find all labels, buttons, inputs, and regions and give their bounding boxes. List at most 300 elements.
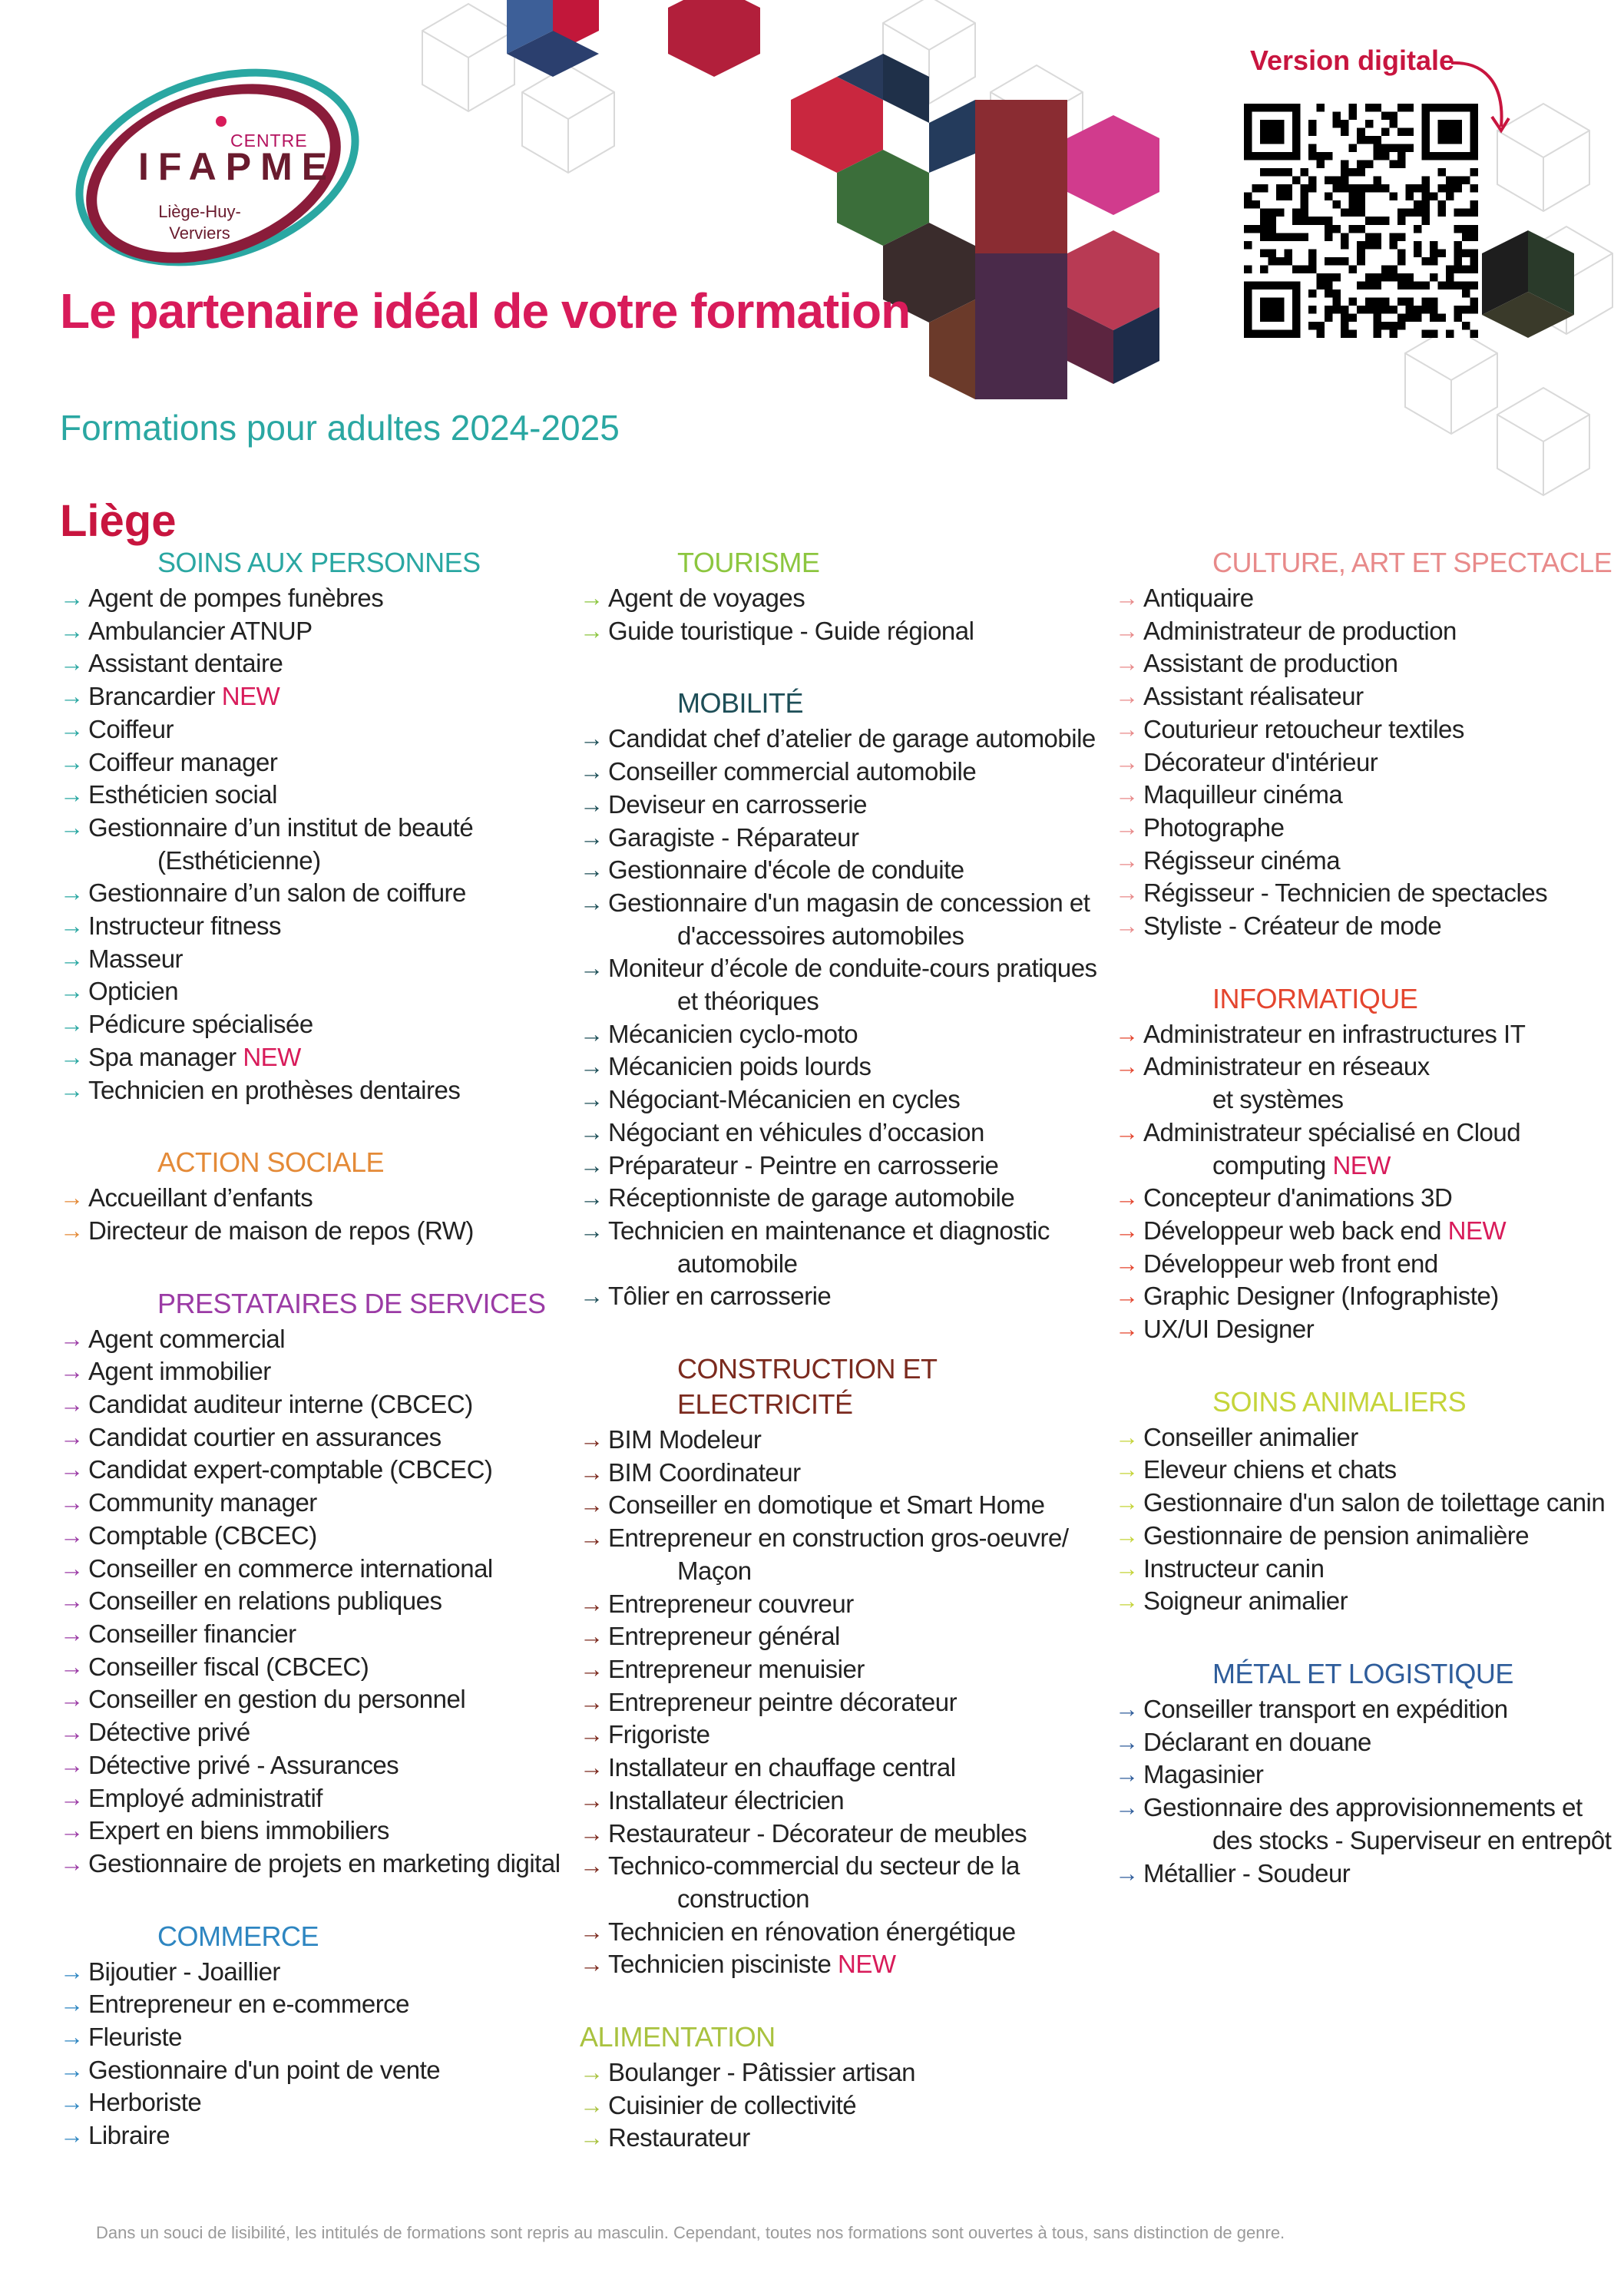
arrow-right-icon: → (1115, 1521, 1139, 1549)
page-title: Le partenaire idéal de votre formation (60, 283, 911, 339)
training-item (1115, 1858, 1624, 1891)
training-item (60, 1716, 590, 1749)
arrow-right-icon: → (60, 1849, 84, 1877)
training-list (1115, 1693, 1624, 1890)
category-title-text: MOBILITÉ (677, 687, 804, 720)
arrow-right-icon: → (60, 1216, 84, 1244)
category-title (1115, 1385, 1624, 1420)
training-item (580, 723, 1110, 756)
training-name: Assistant de production (1143, 649, 1398, 678)
training-name: Accueillant d’enfants (88, 1183, 313, 1213)
training-name: Régisseur cinéma (1143, 845, 1341, 875)
training-name: Agent de pompes funèbres (88, 584, 384, 612)
training-item (580, 1150, 1110, 1183)
arrow-right-icon: → (1115, 1216, 1139, 1244)
training-name: Réceptionniste de garage automobile (608, 1183, 1015, 1213)
training-name-continued-text: et théoriques (677, 987, 819, 1016)
arrow-right-icon: → (580, 1950, 604, 1978)
arrow-right-icon: → (580, 1184, 604, 1212)
training-list (60, 582, 590, 1107)
training-item (60, 1074, 590, 1107)
arrow-right-icon: → (60, 1391, 84, 1418)
arrow-right-icon: → (60, 748, 84, 776)
training-item (1115, 713, 1624, 746)
training-list (580, 582, 1110, 647)
arrow-right-icon: → (1115, 781, 1139, 809)
training-item (60, 647, 590, 680)
training-name: Expert en biens immobiliers (88, 1816, 389, 1845)
training-name: Couturieur retoucheur textiles (1143, 714, 1464, 743)
arrow-right-icon: → (580, 1053, 604, 1080)
training-item (580, 1818, 1110, 1851)
training-name: Conseiller animalier (1143, 1422, 1358, 1451)
arrow-right-icon: → (580, 1524, 604, 1552)
arrow-right-icon: → (1115, 715, 1139, 743)
arrow-right-icon: → (580, 1754, 604, 1782)
training-item (580, 582, 1110, 615)
arrow-right-icon: → (1115, 748, 1139, 776)
training-item (1115, 1018, 1624, 1051)
training-item (580, 854, 1110, 887)
training-item (580, 2122, 1110, 2155)
training-item (580, 1850, 1110, 1915)
arrow-right-icon: → (60, 1043, 84, 1070)
arrow-right-icon: → (60, 1751, 84, 1778)
training-item (60, 779, 590, 812)
training-name: Administrateur en infrastructures IT (1143, 1019, 1526, 1048)
column-left (60, 545, 590, 2191)
training-item (580, 1522, 1110, 1587)
arrow-right-icon: → (60, 781, 84, 809)
training-item (1115, 910, 1624, 943)
arrow-right-icon: → (1115, 683, 1139, 710)
arrow-right-icon: → (580, 1819, 604, 1847)
arrow-right-icon: → (60, 617, 84, 644)
training-item (60, 746, 590, 779)
training-name: Gestionnaire de pension animalière (1143, 1520, 1530, 1550)
training-name: Entrepreneur en e-commerce (88, 1990, 410, 2019)
training-name: BIM Coordinateur (608, 1457, 801, 1487)
arrow-right-icon: → (1115, 1423, 1139, 1451)
training-item (60, 1355, 590, 1388)
arrow-right-icon: → (60, 2023, 84, 2051)
training-name: Tôlier en carrosserie (608, 1282, 832, 1311)
training-item (1115, 779, 1624, 812)
arrow-right-icon: → (60, 1456, 84, 1484)
arrow-right-icon: → (580, 758, 604, 786)
training-item (580, 1215, 1110, 1280)
training-name: Cuisinier de collectivité (608, 2090, 857, 2119)
arrow-right-icon: → (60, 1619, 84, 1647)
training-item (580, 756, 1110, 789)
training-name: Libraire (88, 2121, 170, 2150)
training-list (1115, 1421, 1624, 1618)
training-name-continued-text: Maçon (677, 1556, 752, 1585)
training-item (580, 1653, 1110, 1686)
training-name: Entrepreneur menuisier (608, 1654, 865, 1683)
training-name: Administrateur de production (1143, 616, 1457, 645)
training-list (580, 1424, 1110, 1981)
training-list (60, 1323, 590, 1881)
arrow-right-icon: → (1115, 1761, 1139, 1788)
arrow-right-icon: → (580, 1118, 604, 1146)
training-name: Conseiller financier (88, 1619, 296, 1648)
training-item (60, 1215, 590, 1248)
category-title (580, 1351, 1110, 1422)
arrow-right-icon: → (1115, 1282, 1139, 1310)
logo-city-line1: Liège-Huy- (158, 202, 241, 221)
training-item (60, 1585, 590, 1618)
training-item (60, 1988, 590, 2021)
training-name: Technicien en maintenance et diagnostic (608, 1216, 1050, 1245)
training-item (60, 910, 590, 943)
training-list (1115, 582, 1624, 943)
training-item (60, 1553, 590, 1586)
training-name: Candidat courtier en assurances (88, 1422, 442, 1451)
training-name-continued (608, 1248, 1110, 1281)
arrow-right-icon: → (1115, 1053, 1139, 1080)
training-name: Gestionnaire d'un magasin de concession et (608, 888, 1090, 917)
training-name: Coiffeur (88, 714, 174, 743)
training-item (580, 1948, 1110, 1981)
training-item (1115, 1520, 1624, 1553)
arrow-right-icon: → (580, 1086, 604, 1113)
training-name: Entrepreneur général (608, 1622, 840, 1651)
training-name: Détective privé (88, 1718, 250, 1747)
training-list (580, 2056, 1110, 2155)
arrow-right-icon: → (60, 1817, 84, 1844)
city-heading: Liège (60, 496, 177, 546)
training-name: Gestionnaire des approvisionnements et (1143, 1793, 1583, 1822)
arrow-right-icon: → (580, 1623, 604, 1650)
training-name: Candidat auditeur interne (CBCEC) (88, 1390, 473, 1419)
training-name-continued (1143, 1150, 1624, 1183)
training-item (1115, 1553, 1624, 1586)
training-name: Opticien (88, 977, 179, 1006)
training-item (60, 1618, 590, 1651)
training-name: Négociant-Mécanicien en cycles (608, 1085, 961, 1114)
logo-centre-text: CENTRE (230, 131, 308, 151)
arrow-right-icon: → (1115, 1249, 1139, 1277)
arrow-right-icon: → (580, 1688, 604, 1715)
arrow-right-icon: → (1115, 912, 1139, 940)
training-name: Agent de voyages (608, 584, 805, 612)
arrow-right-icon: → (60, 1325, 84, 1352)
training-name: Bijoutier - Joaillier (88, 1957, 280, 1986)
category-title-text: INFORMATIQUE (1212, 982, 1418, 1014)
arrow-right-icon: → (60, 912, 84, 940)
training-name-continued (1143, 1083, 1624, 1117)
training-item (60, 1749, 590, 1782)
category-section (60, 545, 590, 1107)
arrow-right-icon: → (60, 945, 84, 972)
training-item (60, 582, 590, 615)
training-name: Styliste - Créateur de mode (1143, 911, 1442, 941)
training-item (1115, 1421, 1624, 1454)
arrow-right-icon: → (1115, 813, 1139, 841)
training-name: Brancardier (88, 682, 216, 711)
arrow-right-icon: → (60, 1489, 84, 1517)
training-item (1115, 582, 1624, 615)
training-list (580, 723, 1110, 1313)
training-name: Instructeur canin (1143, 1553, 1325, 1583)
training-item (1115, 1454, 1624, 1487)
training-item (1115, 680, 1624, 713)
category-section (60, 1286, 590, 1881)
logo-city-line2: Verviers (169, 223, 230, 243)
training-name: Directeur de maison de repos (RW) (88, 1216, 474, 1245)
training-name: Comptable (CBCEC) (88, 1520, 317, 1550)
arrow-right-icon: → (60, 2089, 84, 2116)
category-title-text: ACTION SOCIALE (157, 1146, 385, 1179)
arrow-right-icon: → (580, 725, 604, 753)
category-title-text: SOINS AUX PERSONNES (157, 547, 481, 578)
training-name: Technico-commercial du secteur de la (608, 1851, 1020, 1881)
arrow-right-icon: → (580, 856, 604, 884)
training-item (1115, 1726, 1624, 1759)
training-item (60, 1041, 590, 1074)
arrow-right-icon: → (580, 1151, 604, 1179)
training-name: Boulanger - Pâtissier artisan (608, 2058, 916, 2087)
category-title (580, 686, 1110, 721)
training-name-continued-text: automobile (677, 1249, 798, 1278)
training-name: Conseiller en gestion du personnel (88, 1685, 466, 1714)
training-item (580, 887, 1110, 952)
training-name: Installateur en chauffage central (608, 1753, 956, 1782)
arrow-right-icon: → (580, 790, 604, 818)
arrow-right-icon: → (60, 2056, 84, 2083)
category-title (1115, 981, 1624, 1017)
column-right (1115, 545, 1624, 1928)
category-title (1115, 1656, 1624, 1692)
training-item (580, 822, 1110, 855)
training-item (60, 2086, 590, 2119)
new-badge: NEW (838, 1950, 896, 1979)
training-name: Herboriste (88, 2088, 202, 2117)
training-name: Coiffeur manager (88, 747, 278, 776)
category-title-text: MÉTAL ET LOGISTIQUE (1212, 1657, 1513, 1689)
training-name: Détective privé - Assurances (88, 1750, 399, 1779)
training-item (580, 1719, 1110, 1752)
arrow-right-icon: → (60, 1076, 84, 1103)
arrow-right-icon: → (60, 1686, 84, 1713)
arrow-right-icon: → (580, 888, 604, 916)
training-name: Candidat chef d’atelier de garage automobile (608, 724, 1096, 753)
training-name: Décorateur d'intérieur (1143, 747, 1378, 776)
category-title (60, 1919, 590, 1954)
arrow-right-icon: → (1115, 1184, 1139, 1212)
training-item (60, 1454, 590, 1487)
training-item (580, 1620, 1110, 1653)
training-name: Guide touristique - Guide régional (608, 616, 974, 645)
category-section (1115, 545, 1624, 943)
training-item (1115, 1693, 1624, 1726)
training-name: Deviseur en carrosserie (608, 789, 867, 819)
logo-city-text (142, 201, 257, 244)
training-name: Régisseur - Technicien de spectacles (1143, 878, 1548, 908)
arrow-right-icon: → (1115, 1020, 1139, 1047)
training-name: Conseiller commercial automobile (608, 757, 977, 786)
training-item (60, 1182, 590, 1215)
arrow-right-icon: → (580, 1020, 604, 1047)
category-title (60, 1145, 590, 1180)
training-name-continued-text: des stocks - Superviseur en entrepôt (1212, 1825, 1612, 1854)
training-item (60, 1520, 590, 1553)
category-section (580, 2020, 1110, 2155)
training-name: Préparateur - Peintre en carrosserie (608, 1150, 999, 1179)
category-section (1115, 1385, 1624, 1618)
category-title (60, 1286, 590, 1322)
category-title-text: CONSTRUCTION ET (677, 1353, 938, 1385)
training-item (1115, 1585, 1624, 1618)
arrow-right-icon: → (580, 1655, 604, 1682)
training-item (60, 943, 590, 976)
arrow-right-icon: → (1115, 1728, 1139, 1755)
training-name: Conseiller en domotique et Smart Home (608, 1490, 1045, 1520)
arrow-right-icon: → (60, 1423, 84, 1451)
training-name-continued-text: computing (1212, 1150, 1326, 1179)
category-section (580, 545, 1110, 647)
arrow-right-icon: → (580, 1852, 604, 1880)
arrow-right-icon: → (60, 1521, 84, 1549)
training-name-continued (608, 1883, 1110, 1916)
training-item (60, 1487, 590, 1520)
training-item (580, 1752, 1110, 1785)
training-item (580, 1117, 1110, 1150)
training-item (580, 789, 1110, 822)
training-name: Fleuriste (88, 2023, 183, 2052)
training-list (1115, 1018, 1624, 1346)
training-item (580, 1489, 1110, 1522)
training-name: Masseur (88, 944, 184, 973)
training-name: Conseiller transport en expédition (1143, 1694, 1508, 1723)
arrow-right-icon: → (580, 1458, 604, 1486)
training-name: Installateur électricien (608, 1785, 845, 1815)
arrow-right-icon: → (60, 683, 84, 710)
training-item (60, 1421, 590, 1454)
arrow-right-icon: → (580, 1426, 604, 1454)
training-name: Garagiste - Réparateur (608, 822, 859, 852)
training-name: Candidat expert-comptable (CBCEC) (88, 1455, 493, 1484)
training-item (1115, 1313, 1624, 1346)
training-name: Métallier - Soudeur (1143, 1858, 1351, 1887)
training-name: Négociant en véhicules d’occasion (608, 1117, 984, 1146)
training-name: Maquilleur cinéma (1143, 780, 1343, 809)
training-item (1115, 1117, 1624, 1182)
arrow-right-icon: → (1115, 1587, 1139, 1615)
training-item (580, 1457, 1110, 1490)
arrow-right-icon: → (580, 1786, 604, 1814)
arrow-right-icon: → (60, 1957, 84, 1985)
training-name: Mécanicien cyclo-moto (608, 1019, 858, 1048)
training-name: Conseiller fiscal (CBCEC) (88, 1652, 369, 1681)
training-name: Assistant réalisateur (1143, 682, 1364, 711)
arrow-right-icon: → (60, 715, 84, 743)
arrow-right-icon: → (580, 2059, 604, 2086)
arrow-right-icon: → (580, 1282, 604, 1310)
training-item (580, 1018, 1110, 1051)
training-item (1115, 877, 1624, 910)
training-item (580, 1686, 1110, 1719)
category-title (580, 545, 1110, 581)
training-name: Conseiller en commerce international (88, 1553, 493, 1583)
arrow-right-icon: → (60, 1011, 84, 1038)
training-item (580, 1588, 1110, 1621)
arrow-right-icon: → (1115, 1859, 1139, 1887)
training-item (60, 877, 590, 910)
arrow-right-icon: → (60, 1653, 84, 1680)
training-name: Technicien pisciniste (608, 1950, 832, 1979)
training-name: UX/UI Designer (1143, 1315, 1315, 1344)
logo-name-text: IFAPME (138, 145, 337, 188)
training-item (60, 2054, 590, 2087)
training-name: Gestionnaire de projets en marketing digital (88, 1848, 561, 1877)
arrow-right-icon: → (60, 879, 84, 907)
arrow-right-icon: → (1115, 879, 1139, 907)
arrow-right-icon: → (580, 617, 604, 644)
page-subtitle: Formations pour adultes 2024-2025 (60, 408, 620, 448)
training-name: Entrepreneur peintre décorateur (608, 1687, 958, 1716)
training-item (1115, 1791, 1624, 1857)
training-item (1115, 812, 1624, 845)
training-name-continued (608, 920, 1110, 953)
training-item (1115, 615, 1624, 648)
arrow-right-icon: → (580, 1216, 604, 1244)
training-name: BIM Modeleur (608, 1425, 762, 1454)
category-title-text: ALIMENTATION (580, 2021, 776, 2053)
training-name: Gestionnaire d'un salon de toilettage canin (1143, 1488, 1606, 1517)
training-name: Pédicure spécialisée (88, 1010, 313, 1039)
training-name-continued-text: d'accessoires automobiles (677, 921, 964, 950)
training-name: Moniteur d’école de conduite-cours pratiques (608, 954, 1097, 983)
training-list (60, 1956, 590, 2152)
training-name: Gestionnaire d'école de conduite (608, 855, 964, 885)
training-item (60, 2119, 590, 2152)
arrow-right-icon: → (60, 813, 84, 841)
category-section (60, 1919, 590, 2152)
training-name: Spa manager (88, 1042, 236, 1071)
footer-note: Dans un souci de lisibilité, les intitulés de formations sont repris au masculin. Cependant, toutes nos formations sont ouvertes à tous, sans distinction de genre. (96, 2223, 1285, 2242)
training-item (580, 1083, 1110, 1117)
training-name-continued (608, 985, 1110, 1018)
training-item (1115, 845, 1624, 878)
training-item (1115, 1758, 1624, 1791)
category-title (60, 545, 590, 581)
arrow-right-icon: → (60, 1719, 84, 1746)
arrow-right-icon: → (1115, 1489, 1139, 1517)
arrow-right-icon: → (1115, 584, 1139, 611)
training-name: Restaurateur - Décorateur de meubles (608, 1818, 1027, 1848)
arrow-right-icon: → (1115, 1315, 1139, 1343)
training-name: Agent commercial (88, 1324, 286, 1353)
training-name: Agent immobilier (88, 1357, 271, 1386)
arrow-right-icon: → (60, 1184, 84, 1212)
training-item (1115, 1050, 1624, 1116)
training-name: Instructeur fitness (88, 911, 281, 941)
qr-version-digitale-label: Version digitale (1250, 45, 1455, 76)
new-badge: NEW (1332, 1150, 1391, 1179)
training-name: Photographe (1143, 812, 1285, 842)
category-section (1115, 981, 1624, 1346)
training-item (580, 952, 1110, 1017)
arrow-right-icon: → (1115, 1794, 1139, 1821)
training-name: Développeur web back end (1143, 1216, 1441, 1245)
arrow-right-icon: → (60, 584, 84, 611)
qr-code[interactable] (1244, 104, 1478, 338)
training-item (580, 1182, 1110, 1215)
training-item (580, 2056, 1110, 2089)
arrow-right-icon: → (60, 1784, 84, 1811)
